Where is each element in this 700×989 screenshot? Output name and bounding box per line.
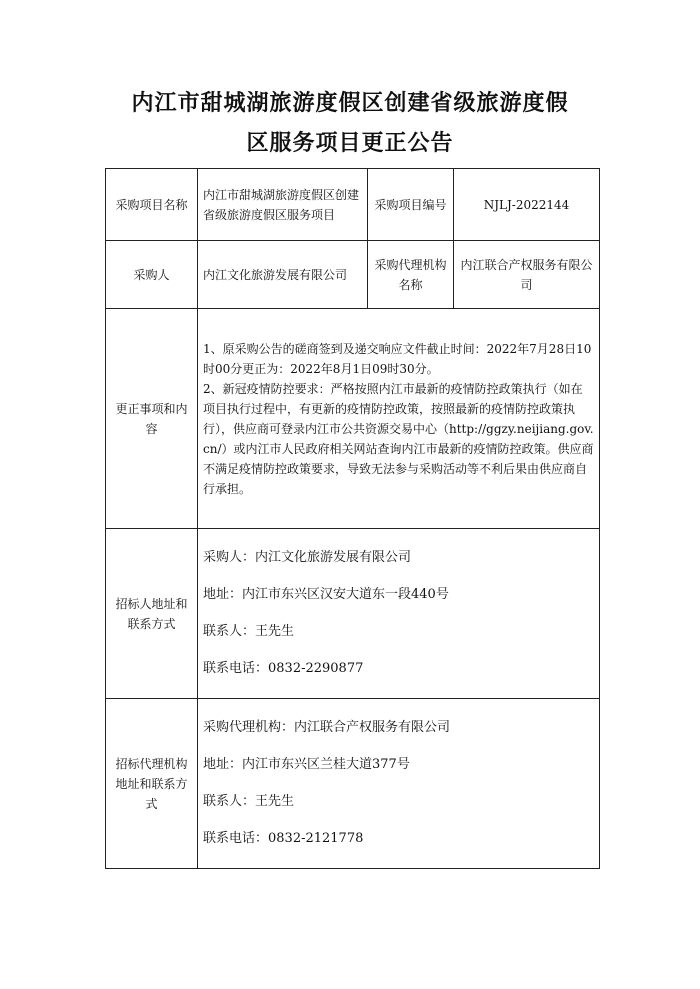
notice-table bbox=[105, 168, 600, 869]
agency-name-label: 采购代理机构名称 bbox=[368, 241, 454, 309]
agency-contact-label: 招标代理机构地址和联系方式 bbox=[106, 699, 198, 869]
tenderer-address-line: 地址：内江市东兴区汉安大道东一段440号 bbox=[203, 587, 449, 602]
tenderer-contact-person-line: 联系人：王先生 bbox=[203, 624, 295, 639]
agency-contact-person-line: 联系人：王先生 bbox=[203, 794, 295, 809]
agency-name-value: 内江联合产权服务有限公司 bbox=[454, 241, 600, 309]
corrections-label: 更正事项和内容 bbox=[106, 309, 198, 529]
tenderer-contact-label: 招标人地址和联系方式 bbox=[106, 529, 198, 699]
project-name-value: 内江市甜城湖旅游度假区创建省级旅游度假区服务项目 bbox=[198, 169, 368, 241]
purchaser-label: 采购人 bbox=[106, 241, 198, 309]
tenderer-contact-content bbox=[198, 529, 600, 699]
corrections-content bbox=[198, 309, 600, 529]
agency-phone-line: 联系电话：0832-2121778 bbox=[203, 831, 364, 846]
agency-contact-content bbox=[198, 699, 600, 869]
table-row-purchaser bbox=[106, 241, 600, 309]
tenderer-purchaser-line: 采购人：内江文化旅游发展有限公司 bbox=[203, 550, 412, 565]
project-number-label: 采购项目编号 bbox=[368, 169, 454, 241]
notice-title-line-2: 区服务项目更正公告 bbox=[246, 131, 454, 156]
correction-item-1: 1、原采购公告的磋商签到及递交响应文件截止时间：2022年7月28日10时00分更正为：2022年8月1日09时30分。 bbox=[203, 341, 592, 376]
table-row-tenderer-contact bbox=[106, 529, 600, 699]
table-row-agency-contact bbox=[106, 699, 600, 869]
agency-address-line: 地址：内江市东兴区兰桂大道377号 bbox=[203, 757, 410, 772]
table-row-project bbox=[106, 169, 600, 241]
table-row-corrections bbox=[106, 309, 600, 529]
tenderer-phone-line: 联系电话：0832-2290877 bbox=[203, 661, 364, 676]
purchaser-value: 内江文化旅游发展有限公司 bbox=[198, 241, 368, 309]
notice-title-line-1: 内江市甜城湖旅游度假区创建省级旅游度假 bbox=[131, 91, 569, 116]
project-name-label: 采购项目名称 bbox=[106, 169, 198, 241]
project-number-value: NJLJ-2022144 bbox=[454, 169, 600, 241]
correction-item-2: 2、新冠疫情防控要求：严格按照内江市最新的疫情防控政策执行（如在项目执行过程中，有更新的疫情防控政策，按照最新的疫情防控政策执行），供应商可登录内江市公共资源交易中心（http://ggzy.neijiang.gov.cn/）或内江市人民政府相关网站查询内江市最新的疫情防控政策。供应商不满足疫情防控政策要求，导致无法参与采购活动等不利后果由供应商自行承担。 bbox=[203, 381, 594, 496]
agency-name-line: 采购代理机构：内江联合产权服务有限公司 bbox=[203, 720, 451, 735]
